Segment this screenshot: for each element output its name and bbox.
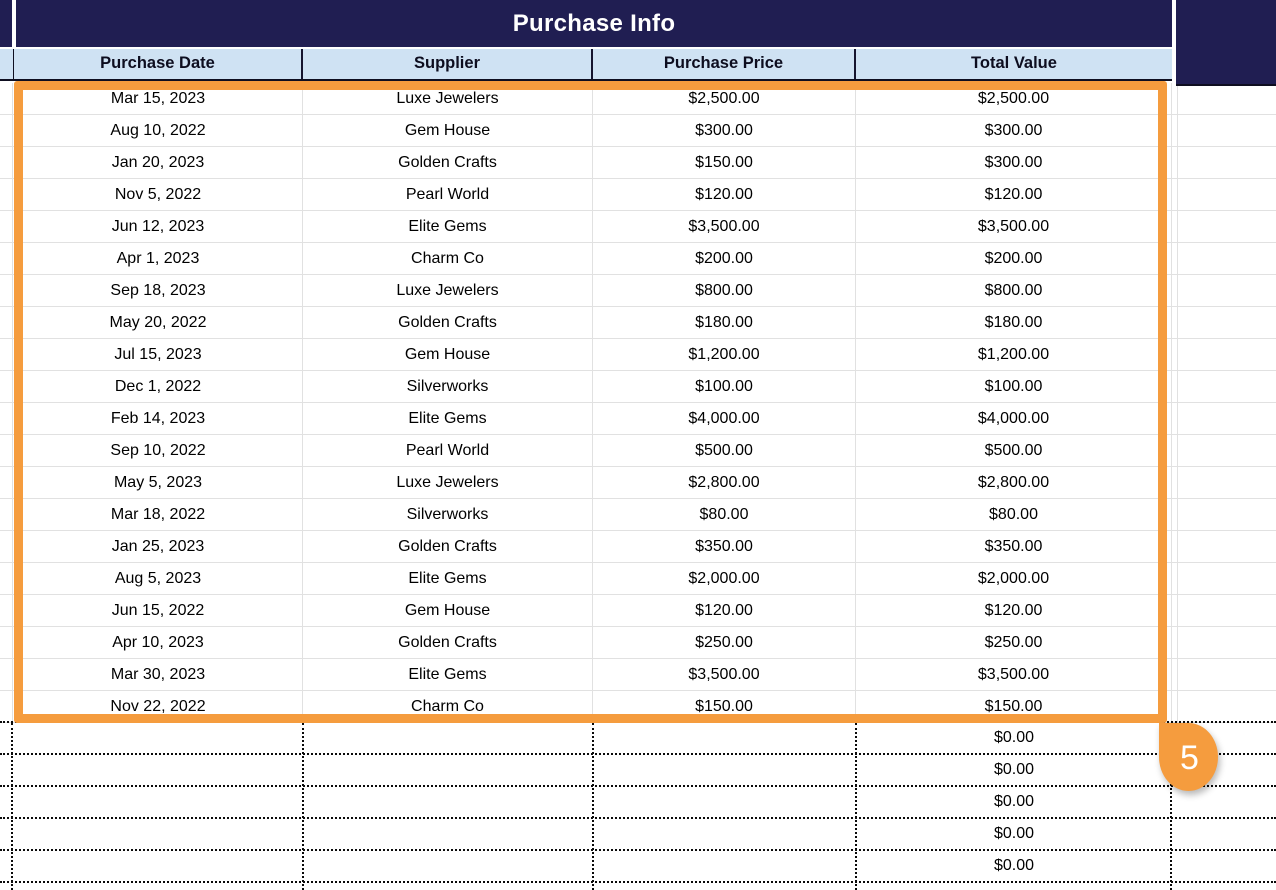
table-title-cell[interactable] [16, 0, 1172, 47]
cell-total-zero[interactable]: $0.00 [993, 729, 1035, 746]
cell-empty[interactable] [303, 819, 593, 849]
cell-supplier[interactable]: Elite Gems [303, 211, 593, 242]
cell-purchase-date[interactable]: Jul 15, 2023 [14, 339, 303, 370]
cell-total-value[interactable]: $4,000.00 [856, 403, 1172, 434]
cell-empty[interactable] [593, 819, 856, 849]
cell-total-value[interactable]: $180.00 [856, 307, 1172, 338]
cell-purchase-price[interactable]: $200.00 [593, 243, 856, 274]
cell-total-value[interactable]: $1,200.00 [856, 339, 1172, 370]
cell-purchase-price[interactable]: $150.00 [593, 147, 856, 178]
cell-supplier[interactable]: Golden Crafts [303, 147, 593, 178]
cell-purchase-date[interactable]: Jan 25, 2023 [14, 531, 303, 562]
step-badge-label: 5 [1180, 738, 1199, 777]
cell-supplier[interactable]: Pearl World [303, 435, 593, 466]
cell-supplier[interactable]: Gem House [303, 115, 593, 146]
cell-purchase-price[interactable]: $500.00 [593, 435, 856, 466]
empty-table-row [0, 851, 1276, 883]
cell-empty[interactable] [303, 755, 593, 785]
cell-supplier[interactable]: Luxe Jewelers [303, 275, 593, 306]
cell-total-value[interactable]: $200.00 [856, 243, 1172, 274]
cell-purchase-price[interactable]: $2,000.00 [593, 563, 856, 594]
cell-purchase-date[interactable]: Apr 1, 2023 [14, 243, 303, 274]
cell-supplier[interactable]: Luxe Jewelers [303, 83, 593, 114]
cell-total-zero[interactable]: $0.00 [993, 761, 1035, 778]
cell-purchase-date[interactable]: Apr 10, 2023 [14, 627, 303, 658]
cell-total-value[interactable]: $300.00 [856, 115, 1172, 146]
cell-purchase-date[interactable]: Nov 22, 2022 [14, 691, 303, 722]
cell-supplier[interactable]: Gem House [303, 595, 593, 626]
cell-supplier[interactable]: Elite Gems [303, 563, 593, 594]
cell-empty[interactable] [303, 787, 593, 817]
cell-purchase-price[interactable]: $1,200.00 [593, 339, 856, 370]
cell-supplier[interactable]: Luxe Jewelers [303, 467, 593, 498]
cell-purchase-date[interactable]: Dec 1, 2022 [14, 371, 303, 402]
cell-supplier[interactable]: Charm Co [303, 243, 593, 274]
cell-purchase-date[interactable]: Jan 20, 2023 [14, 147, 303, 178]
cell-empty[interactable] [14, 787, 303, 817]
cell-purchase-date[interactable]: Aug 5, 2023 [14, 563, 303, 594]
cell-purchase-date[interactable]: Aug 10, 2022 [14, 115, 303, 146]
step-badge[interactable] [1159, 723, 1218, 791]
cell-empty[interactable] [14, 723, 303, 753]
column-header-supplier[interactable]: Supplier [303, 49, 593, 79]
cell-supplier[interactable]: Pearl World [303, 179, 593, 210]
cell-total-value[interactable]: $800.00 [856, 275, 1172, 306]
cell-purchase-price[interactable]: $4,000.00 [593, 403, 856, 434]
cell-purchase-date[interactable]: Jun 12, 2023 [14, 211, 303, 242]
cell-purchase-date[interactable]: Mar 18, 2022 [14, 499, 303, 530]
cell-purchase-date[interactable]: Nov 5, 2022 [14, 179, 303, 210]
table-right-edge-gridline [1171, 83, 1172, 723]
cell-purchase-price[interactable]: $3,500.00 [593, 659, 856, 690]
cell-total-value[interactable]: $120.00 [856, 179, 1172, 210]
cell-total-zero[interactable]: $0.00 [993, 825, 1035, 842]
table-title: Purchase Info [512, 10, 676, 37]
cell-purchase-price[interactable]: $2,500.00 [593, 83, 856, 114]
cell-purchase-price[interactable]: $180.00 [593, 307, 856, 338]
dotted-column-line [855, 723, 857, 890]
cell-empty[interactable] [593, 851, 856, 881]
dotted-column-line [302, 723, 304, 890]
cell-supplier[interactable]: Golden Crafts [303, 307, 593, 338]
cell-total-value[interactable]: $350.00 [856, 531, 1172, 562]
cell-total-value[interactable]: $2,000.00 [856, 563, 1172, 594]
cell-total-value[interactable]: $100.00 [856, 371, 1172, 402]
cell-total-value[interactable]: $500.00 [856, 435, 1172, 466]
range-selection-border [14, 81, 1167, 723]
cell-total-value[interactable]: $250.00 [856, 627, 1172, 658]
cell-purchase-date[interactable]: May 5, 2023 [14, 467, 303, 498]
cell-supplier[interactable]: Silverworks [303, 499, 593, 530]
cell-purchase-date[interactable]: Mar 15, 2023 [14, 83, 303, 114]
cell-total-value[interactable]: $80.00 [856, 499, 1172, 530]
cell-supplier[interactable]: Elite Gems [303, 659, 593, 690]
cell-purchase-date[interactable]: Mar 30, 2023 [14, 659, 303, 690]
cell-total-value[interactable]: $150.00 [856, 691, 1172, 722]
cell-purchase-price[interactable]: $250.00 [593, 627, 856, 658]
empty-rows-grid [0, 723, 1276, 883]
empty-table-row [0, 819, 1276, 851]
cell-purchase-price[interactable]: $2,800.00 [593, 467, 856, 498]
cell-purchase-price[interactable]: $100.00 [593, 371, 856, 402]
cell-total-zero[interactable]: $0.00 [993, 857, 1035, 874]
cell-purchase-price[interactable]: $3,500.00 [593, 211, 856, 242]
column-header-purchase-date[interactable]: Purchase Date [14, 49, 303, 79]
cell-purchase-date[interactable]: Sep 18, 2023 [14, 275, 303, 306]
cell-purchase-date[interactable]: Feb 14, 2023 [14, 403, 303, 434]
cell-total-value[interactable]: $2,800.00 [856, 467, 1172, 498]
empty-table-row [0, 755, 1276, 787]
left-margin-header-cell [0, 0, 12, 47]
dotted-column-line [592, 723, 594, 890]
cell-empty[interactable] [593, 787, 856, 817]
cell-total-value[interactable]: $3,500.00 [856, 659, 1172, 690]
cell-empty[interactable] [593, 755, 856, 785]
cell-total-value[interactable]: $300.00 [856, 147, 1172, 178]
column-header-purchase-price[interactable]: Purchase Price [593, 49, 856, 79]
cell-empty[interactable] [14, 755, 303, 785]
cell-supplier[interactable]: Silverworks [303, 371, 593, 402]
cell-supplier[interactable]: Charm Co [303, 691, 593, 722]
cell-purchase-price[interactable]: $120.00 [593, 179, 856, 210]
cell-supplier[interactable]: Golden Crafts [303, 627, 593, 658]
empty-table-row [0, 723, 1276, 755]
cell-total-zero[interactable]: $0.00 [993, 793, 1035, 810]
cell-total-value[interactable]: $120.00 [856, 595, 1172, 626]
cell-purchase-price[interactable]: $150.00 [593, 691, 856, 722]
cell-empty[interactable] [303, 851, 593, 881]
right-margin-gridline [1177, 86, 1178, 723]
cell-supplier[interactable]: Gem House [303, 339, 593, 370]
cell-purchase-price[interactable]: $120.00 [593, 595, 856, 626]
column-header-total-value[interactable]: Total Value [971, 54, 1057, 72]
empty-table-row [0, 787, 1276, 819]
cell-purchase-price[interactable]: $300.00 [593, 115, 856, 146]
cell-purchase-price[interactable]: $350.00 [593, 531, 856, 562]
cell-empty[interactable] [14, 851, 303, 881]
cell-empty[interactable] [303, 723, 593, 753]
cell-empty[interactable] [593, 723, 856, 753]
cell-supplier[interactable]: Golden Crafts [303, 531, 593, 562]
cell-total-value[interactable]: $3,500.00 [856, 211, 1172, 242]
cell-total-value[interactable]: $2,500.00 [856, 83, 1172, 114]
adjacent-table-header-block [1176, 0, 1276, 86]
cell-supplier[interactable]: Elite Gems [303, 403, 593, 434]
column-header-row [14, 49, 1172, 81]
cell-purchase-date[interactable]: Sep 10, 2022 [14, 435, 303, 466]
left-margin-gridline [12, 83, 13, 723]
cell-purchase-date[interactable]: May 20, 2022 [14, 307, 303, 338]
dotted-column-line [11, 723, 13, 890]
cell-purchase-date[interactable]: Jun 15, 2022 [14, 595, 303, 626]
header-row-margin-cell [0, 49, 15, 81]
cell-empty[interactable] [14, 819, 303, 849]
cell-purchase-price[interactable]: $800.00 [593, 275, 856, 306]
cell-purchase-price[interactable]: $80.00 [593, 499, 856, 530]
